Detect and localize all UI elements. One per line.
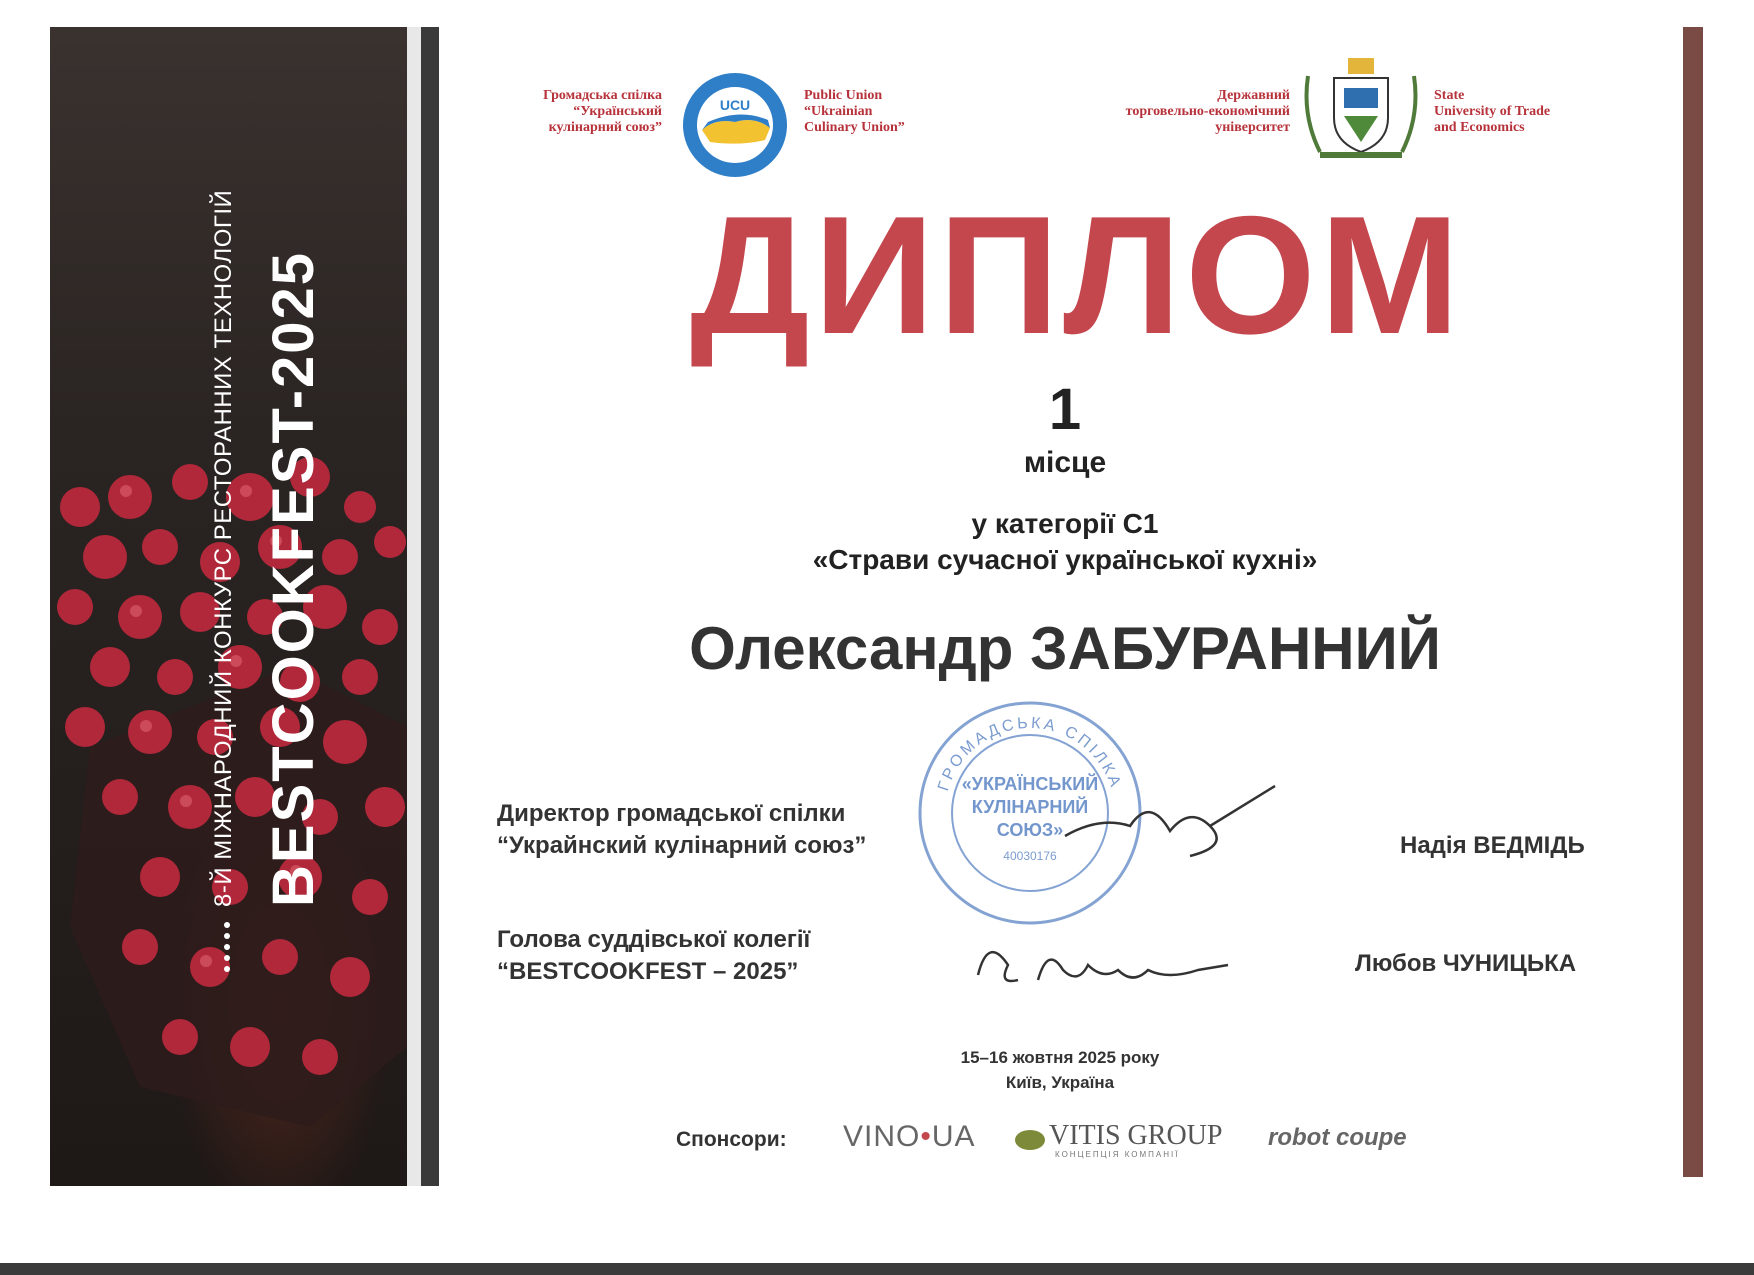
sponsor-vino-logo: VINO•UA <box>843 1120 976 1153</box>
place-label: місце <box>1023 446 1107 479</box>
category-line: у категорії С1 <box>971 508 1159 539</box>
place-number: 1 <box>1048 377 1082 442</box>
sponsors-label: Спонсори: <box>676 1128 787 1151</box>
judge-title <box>497 924 957 988</box>
right-border-bar <box>1683 27 1703 1177</box>
banner-stripe-light <box>407 27 421 1186</box>
director-title-line-1: Директор громадської спілки <box>497 800 846 827</box>
event-banner <box>50 27 407 1186</box>
ucu-ua-line-3: кулінарний союз” <box>548 120 662 135</box>
ucu-en-line-2: “Ukrainian <box>804 104 873 119</box>
judge-signature <box>968 925 1238 1005</box>
ucu-ua-line-1: Громадська спілка <box>543 88 662 103</box>
vino-text: VINO <box>843 1120 921 1153</box>
ucu-name-en <box>804 88 954 136</box>
univ-en-line-3: and Economics <box>1434 120 1525 135</box>
banner-subtitle: 8-Й МІЖНАРОДНИЙ КОНКУРС РЕСТОРАННИХ ТЕХНОЛОГІЙ <box>210 189 237 907</box>
winner-name: Олександр ЗАБУРАННИЙ <box>689 615 1441 682</box>
vitis-subtitle: КОНЦЕПЦІЯ КОМПАНІЇ <box>1055 1150 1180 1159</box>
judge-name: Любов ЧУНИЦЬКА <box>1355 950 1577 977</box>
sponsor-vitis-logo <box>1015 1120 1235 1160</box>
judge-title-line-2: “BESTCOOKFEST – 2025” <box>497 958 799 985</box>
ucu-logo-icon <box>680 70 790 180</box>
univ-ua-line-3: університет <box>1215 120 1290 135</box>
director-title-line-2: “Украйнский кулінарний союз” <box>497 832 867 859</box>
diploma-title: ДИПЛОМ <box>690 181 1464 369</box>
banner-dots-icon <box>218 917 240 977</box>
director-title <box>497 798 957 862</box>
ucu-name-ua <box>490 88 662 136</box>
vino-ua-text: UA <box>931 1120 976 1153</box>
stamp-line-2: КУЛІНАРНИЙ <box>971 797 1089 817</box>
director-name: Надія ВЕДМІДЬ <box>1400 832 1585 859</box>
bottom-scan-band <box>0 1263 1754 1275</box>
univ-en-line-1: State <box>1434 88 1465 103</box>
stamp-line-1: «УКРАЇНСЬКИЙ <box>961 774 1099 794</box>
ucu-en-line-3: Culinary Union” <box>804 120 905 135</box>
univ-ua-line-1: Державний <box>1217 88 1290 103</box>
ucu-logo-text: UCU <box>719 97 751 113</box>
university-name-ua <box>1070 88 1290 136</box>
sponsor-robot-coupe-logo: robot coupe <box>1268 1124 1407 1151</box>
judge-title-line-1: Голова суддівської колегії <box>497 926 811 953</box>
university-name-en <box>1434 88 1614 136</box>
university-coat-of-arms-icon <box>1300 56 1422 160</box>
univ-ua-line-2: торговельно-економічний <box>1125 104 1290 119</box>
banner-title: BESTCOOKFEST-2025 <box>261 250 326 907</box>
stamp-code: 40030176 <box>1003 849 1057 863</box>
ucu-en-line-1: Public Union <box>804 88 883 103</box>
ucu-ua-line-2: “Український <box>573 104 662 119</box>
event-place: Київ, Україна <box>1005 1073 1115 1092</box>
banner-stripe-dark <box>421 27 439 1186</box>
stamp-line-3: СОЮЗ» <box>996 820 1064 840</box>
stamp-ring-text: ГРОМАДСЬКА СПІЛКА <box>935 714 1125 794</box>
director-signature <box>1060 776 1280 866</box>
event-dates: 15–16 жовтня 2025 року <box>960 1048 1160 1067</box>
category-name: «Страви сучасної української кухні» <box>812 544 1318 575</box>
univ-en-line-2: University of Trade <box>1434 104 1551 119</box>
vitis-name: VITIS GROUP <box>1049 1120 1223 1151</box>
olive-icon <box>1015 1130 1045 1150</box>
